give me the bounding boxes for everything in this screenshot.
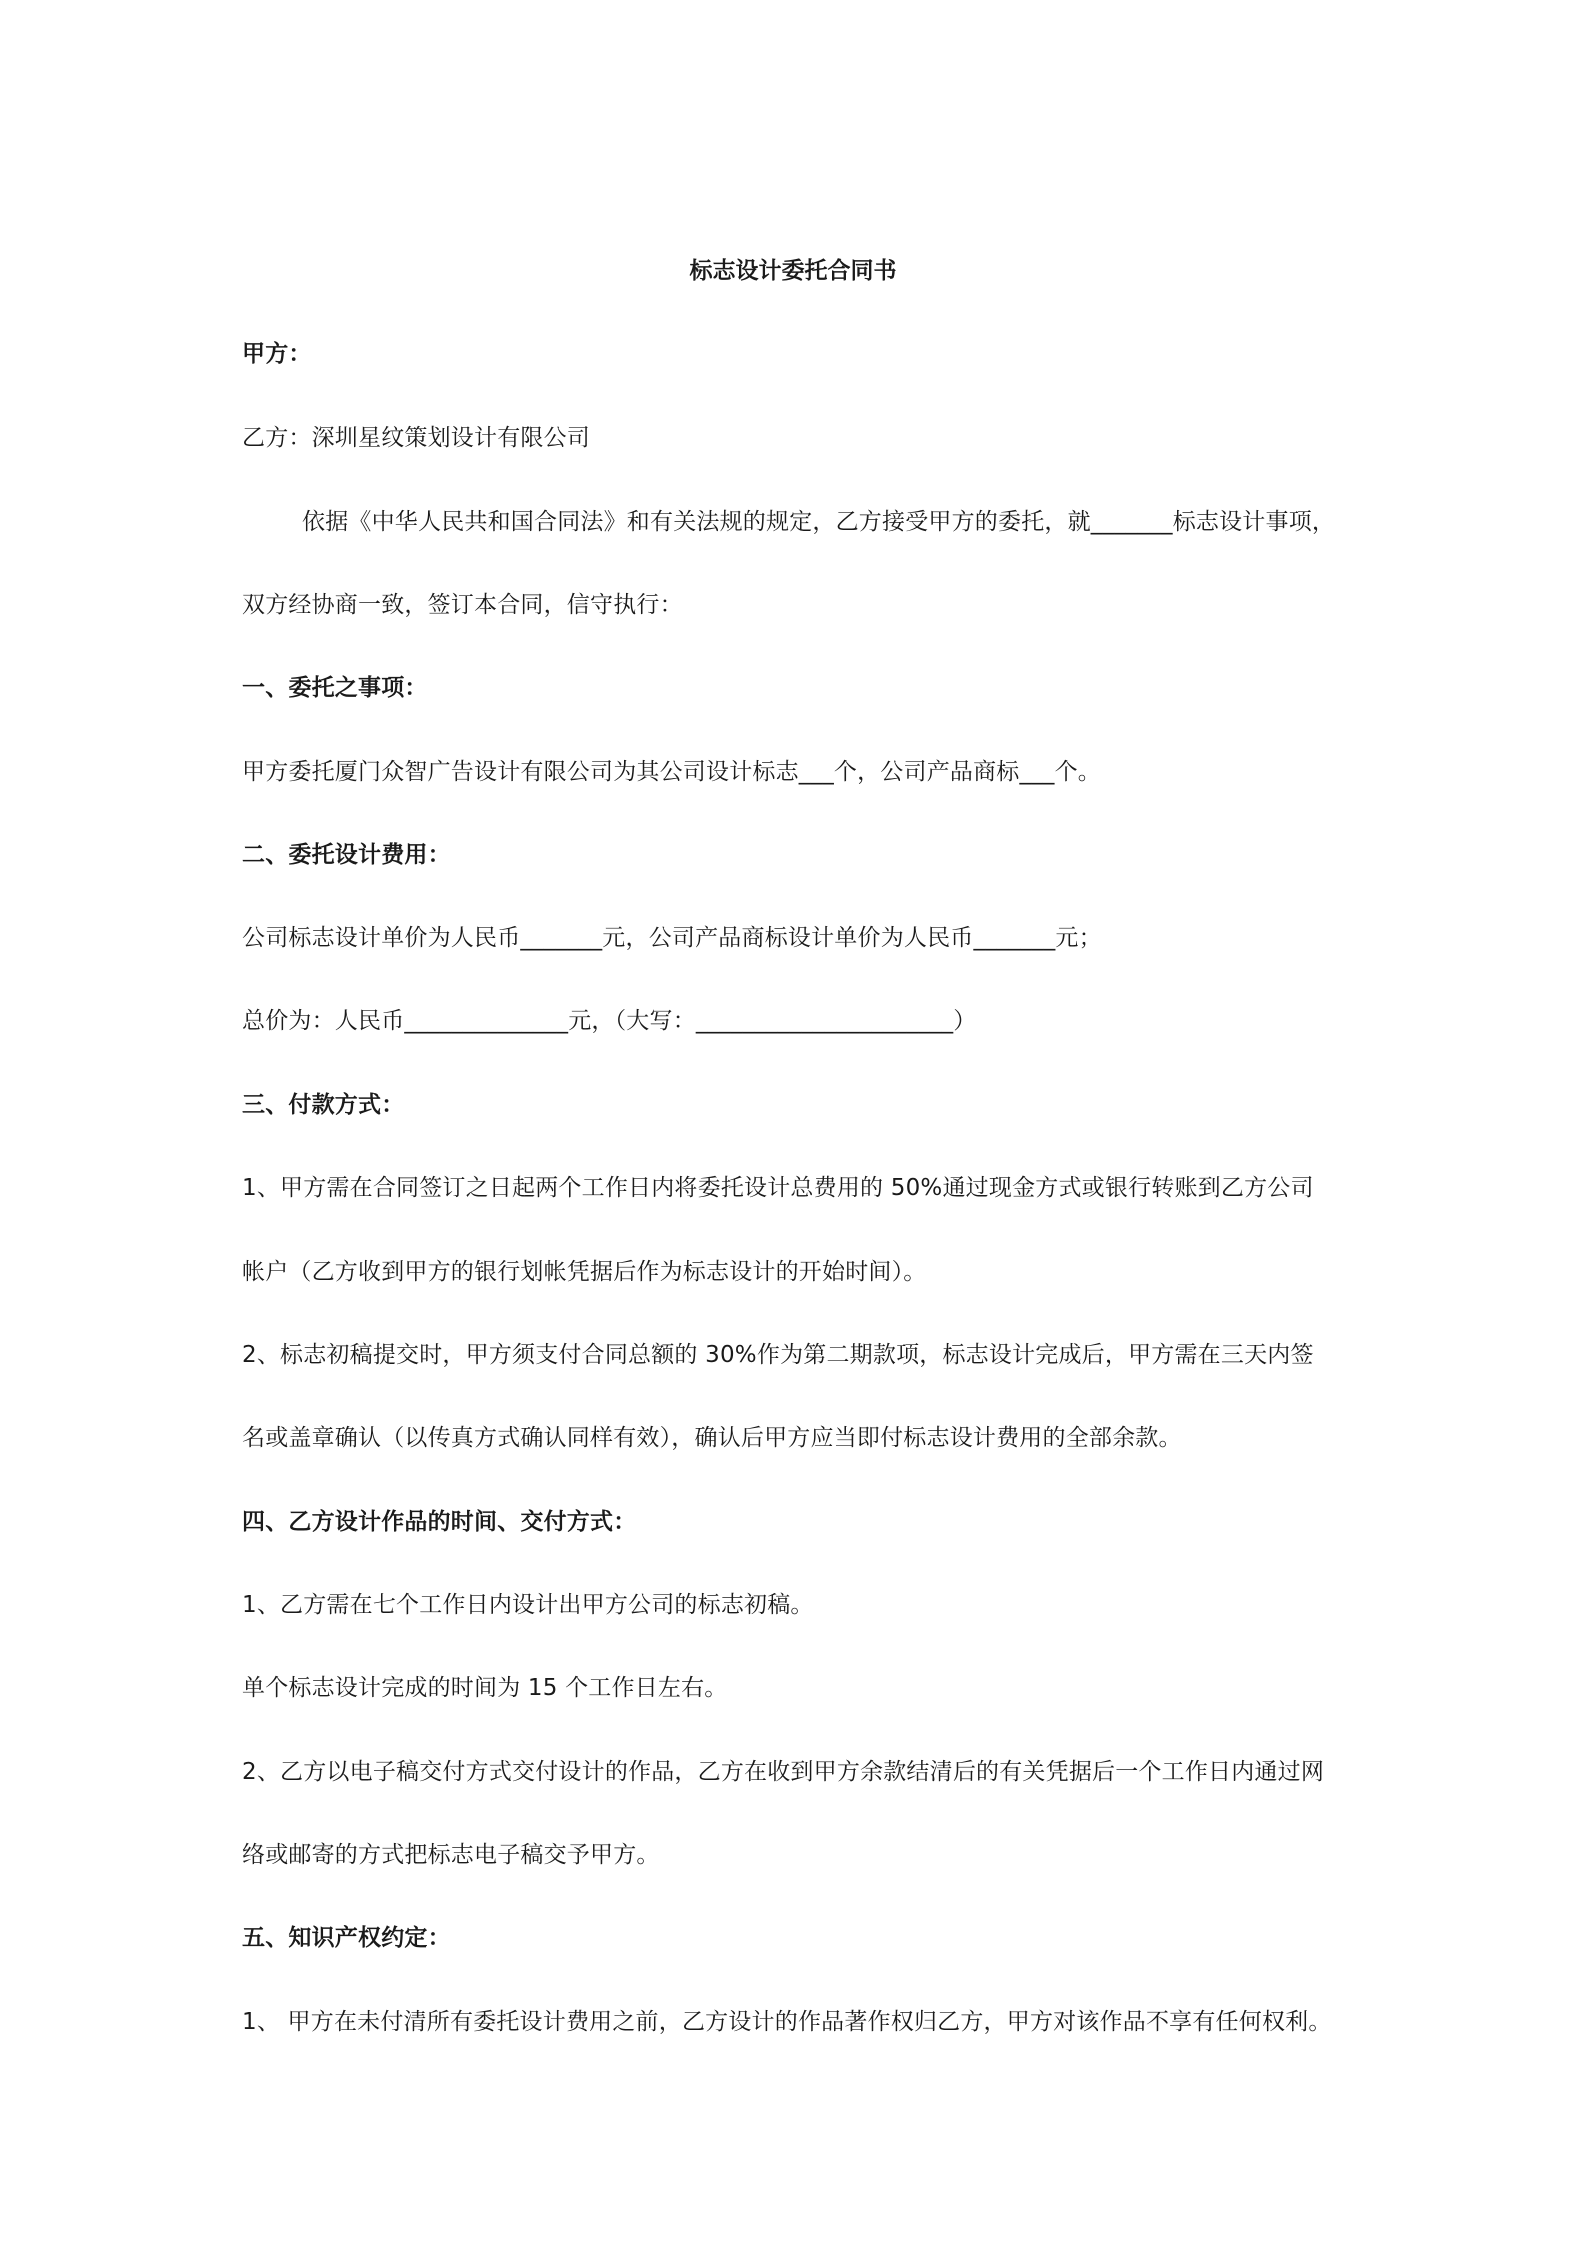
section-5-item-1: 1、 甲方在未付清所有委托设计费用之前，乙方设计的作品著作权归乙方，甲方对该作品不享有任何权利。 xyxy=(242,2009,1332,2035)
document-title: 标志设计委托合同书 xyxy=(689,258,897,284)
section-2-heading: 二、委托设计费用： xyxy=(242,842,451,868)
section-3-item-2-line-1: 2、标志初稿提交时，甲方须支付合同总额的 30%作为第二期款项，标志设计完成后，甲方需在三天内签 xyxy=(242,1342,1314,1368)
section-2-total-price: 总价为：人民币______________元，（大写：______________________） xyxy=(242,1008,977,1034)
section-3-item-1-line-2: 帐户（乙方收到甲方的银行划帐凭据后作为标志设计的开始时间）。 xyxy=(242,1259,927,1285)
intro-paragraph-line-2: 双方经协商一致，签订本合同，信守执行： xyxy=(242,592,683,618)
party-a-label: 甲方： xyxy=(242,341,312,367)
section-4-note: 单个标志设计完成的时间为 15 个工作日左右。 xyxy=(242,1675,728,1701)
section-2-unit-price: 公司标志设计单价为人民币_______元，公司产品商标设计单价为人民币_______元； xyxy=(242,925,1102,951)
section-3-heading: 三、付款方式： xyxy=(242,1092,405,1118)
section-4-item-2-line-1: 2、乙方以电子稿交付方式交付设计的作品，乙方在收到甲方余款结清后的有关凭据后一个工作日内通过网 xyxy=(242,1759,1325,1785)
party-b-line: 乙方：深圳星纹策划设计有限公司 xyxy=(242,425,590,451)
section-5-heading: 五、知识产权约定： xyxy=(242,1925,451,1951)
section-4-heading: 四、乙方设计作品的时间、交付方式： xyxy=(242,1509,637,1535)
section-3-item-2-line-2: 名或盖章确认（以传真方式确认同样有效），确认后甲方应当即付标志设计费用的全部余款。 xyxy=(242,1425,1182,1451)
section-3-item-1-line-1: 1、甲方需在合同签订之日起两个工作日内将委托设计总费用的 50%通过现金方式或银行转账到乙方公司 xyxy=(242,1175,1314,1201)
intro-paragraph-line-1: 依据《中华人民共和国合同法》和有关法规的规定，乙方接受甲方的委托，就_______标志设计事项， xyxy=(302,509,1336,535)
section-1-text: 甲方委托厦门众智广告设计有限公司为其公司设计标志___个，公司产品商标___个。 xyxy=(242,759,1101,785)
section-4-item-2-line-2: 络或邮寄的方式把标志电子稿交予甲方。 xyxy=(242,1842,660,1868)
section-1-heading: 一、委托之事项： xyxy=(242,675,428,701)
section-4-item-1: 1、乙方需在七个工作日内设计出甲方公司的标志初稿。 xyxy=(242,1592,814,1618)
